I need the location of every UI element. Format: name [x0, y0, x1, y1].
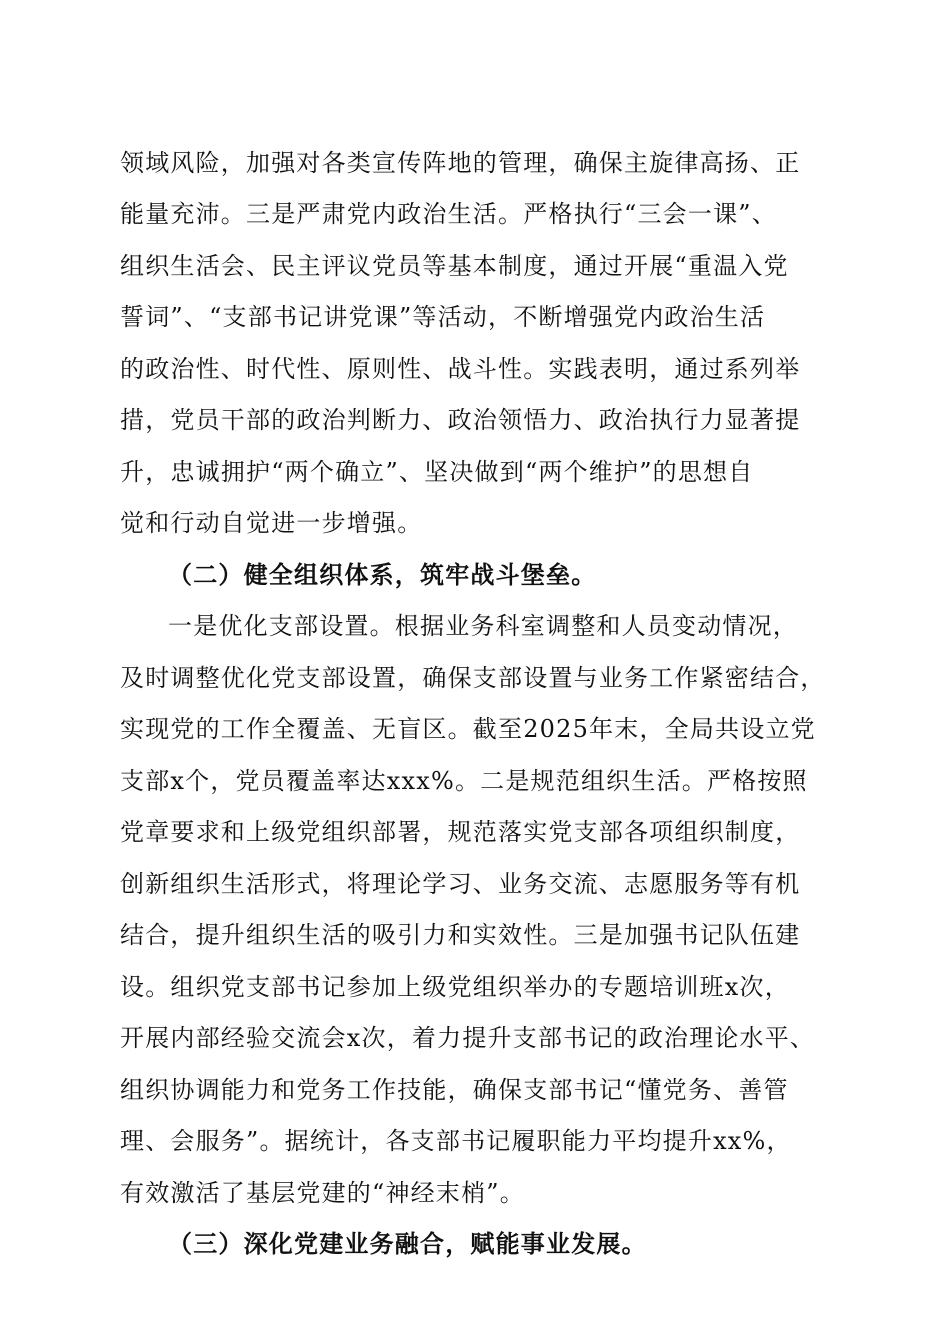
paragraph-line: 组织生活会、民主评议党员等基本制度，通过开展“重温入党 [120, 252, 789, 280]
paragraph-line: 理、会服务”。据统计，各支部书记履职能力平均提升xx%， [120, 1127, 792, 1155]
paragraph-line: 升，忠诚拥护“两个确立”、坚决做到“两个维护”的思想自 [120, 458, 754, 486]
paragraph-line: 领域风险，加强对各类宣传阵地的管理，确保主旋律高扬、正 [120, 149, 801, 177]
paragraph-line: 觉和行动自觉进一步增强。 [120, 509, 423, 537]
paragraph-line: 及时调整优化党支部设置，确保支部设置与业务工作紧密结合， [120, 664, 826, 692]
paragraph-line: 一是优化支部设置。根据业务科室调整和人员变动情况， [168, 612, 798, 640]
section-heading-3: （三）深化党建业务融合，赋能事业发展。 [168, 1229, 647, 1258]
paragraph-line: 的政治性、时代性、原则性、战斗性。实践表明，通过系列举 [120, 355, 801, 383]
paragraph-line: 党章要求和上级党组织部署，规范落实党支部各项组织制度， [120, 818, 801, 846]
paragraph-line: 创新组织生活形式，将理论学习、业务交流、志愿服务等有机 [120, 870, 801, 898]
paragraph-line: 结合，提升组织生活的吸引力和实效性。三是加强书记队伍建 [120, 921, 801, 949]
paragraph-line: 誓词”、“支部书记讲党课”等活动，不断增强党内政治生活 [120, 303, 766, 331]
section-heading-2: （二）健全组织体系，筑牢战斗堡垒。 [168, 560, 597, 589]
paragraph-line: 能量充沛。三是严肃党内政治生活。严格执行“三会一课”、 [120, 200, 777, 228]
paragraph-line: 支部x个，党员覆盖率达xxx%。二是规范组织生活。严格按照 [120, 767, 808, 795]
paragraph-line: 措，党员干部的政治判断力、政治领悟力、政治执行力显著提 [120, 406, 801, 434]
paragraph-line: 实现党的工作全覆盖、无盲区。截至2025年末，全局共设立党 [120, 715, 816, 743]
paragraph-line: 有效激活了基层党建的“神经末梢”。 [120, 1179, 525, 1207]
paragraph-line: 设。组织党支部书记参加上级党组织举办的专题培训班x次， [120, 973, 790, 1001]
paragraph-line: 开展内部经验交流会x次，着力提升支部书记的政治理论水平、 [120, 1024, 816, 1052]
paragraph-line: 组织协调能力和党务工作技能，确保支部书记“懂党务、善管 [120, 1076, 789, 1104]
